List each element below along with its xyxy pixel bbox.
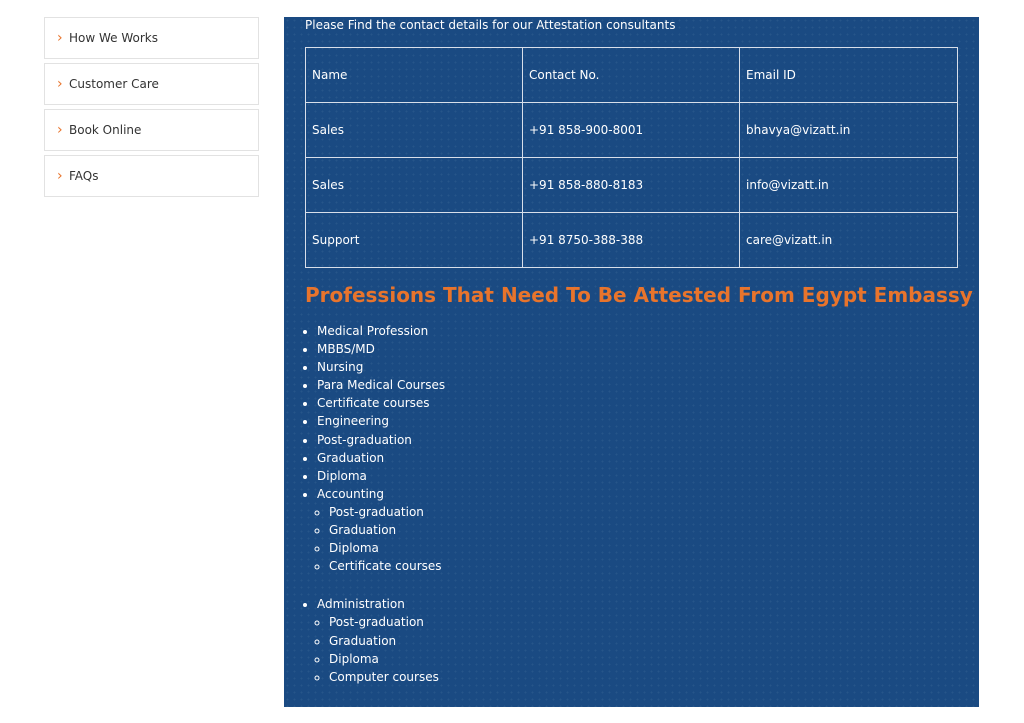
- sidebar-item-how-we-works[interactable]: [44, 17, 259, 59]
- intro-text: Please Find the contact details for our Attestation consultants: [305, 18, 676, 32]
- cell-contact: +91 858-880-8183: [523, 158, 740, 213]
- cell-contact: +91 8750-388-388: [523, 213, 740, 268]
- sub-list-item: ◦ Graduation: [329, 632, 445, 650]
- accounting-sublist: [317, 503, 445, 575]
- chevron-right-icon: ›: [57, 168, 63, 184]
- sidebar-item-label: FAQs: [69, 169, 99, 183]
- cell-email: info@vizatt.in: [740, 158, 958, 213]
- sub-list-item: ◦ Graduation: [329, 521, 445, 539]
- column-header-contact: Contact No.: [523, 48, 740, 103]
- cell-contact: +91 858-900-8001: [523, 103, 740, 158]
- list-item-label: Accounting: [317, 486, 385, 501]
- chevron-right-icon: ›: [57, 30, 63, 46]
- list-item: • Graduation: [317, 449, 445, 467]
- table-header-row: [306, 48, 958, 103]
- sub-list-item: ◦ Diploma: [329, 650, 445, 668]
- column-header-email: Email ID: [740, 48, 958, 103]
- list-item: • Nursing: [317, 358, 445, 376]
- list-item-accounting: [317, 485, 445, 595]
- sidebar-item-faqs[interactable]: [44, 155, 259, 197]
- administration-sublist: [317, 613, 445, 685]
- professions-list: [305, 322, 445, 686]
- list-item: • Certificate courses: [317, 394, 445, 412]
- spacer: [317, 575, 445, 595]
- sidebar: [44, 17, 259, 201]
- sub-list-item: ◦ Post-graduation: [329, 503, 445, 521]
- list-item: • Engineering: [317, 412, 445, 430]
- list-item-label: Administration: [317, 597, 405, 612]
- sub-list-item: ◦ Computer courses: [329, 668, 445, 686]
- list-item-administration: [317, 595, 445, 685]
- list-item: • Medical Profession: [317, 322, 445, 340]
- table-row: [306, 158, 958, 213]
- cell-name: Sales: [306, 158, 523, 213]
- list-item: • Post-graduation: [317, 431, 445, 449]
- sidebar-item-customer-care[interactable]: [44, 63, 259, 105]
- sidebar-item-label: How We Works: [69, 31, 158, 45]
- list-item: • Diploma: [317, 467, 445, 485]
- sub-list-item: ◦ Diploma: [329, 539, 445, 557]
- column-header-name: Name: [306, 48, 523, 103]
- table-row: [306, 103, 958, 158]
- sub-list-item: ◦ Certificate courses: [329, 557, 445, 575]
- cell-name: Support: [306, 213, 523, 268]
- section-heading: Professions That Need To Be Attested From Egypt Embassy: [305, 283, 973, 307]
- content-panel: [284, 17, 979, 707]
- cell-email: care@vizatt.in: [740, 213, 958, 268]
- list-item: • Para Medical Courses: [317, 376, 445, 394]
- chevron-right-icon: ›: [57, 76, 63, 92]
- cell-name: Sales: [306, 103, 523, 158]
- contacts-table: [305, 47, 958, 268]
- sidebar-item-label: Customer Care: [69, 77, 159, 91]
- list-item: • MBBS/MD: [317, 340, 445, 358]
- sidebar-item-label: Book Online: [69, 123, 142, 137]
- sidebar-item-book-online[interactable]: [44, 109, 259, 151]
- sub-list-item: ◦ Post-graduation: [329, 613, 445, 631]
- cell-email: bhavya@vizatt.in: [740, 103, 958, 158]
- table-row: [306, 213, 958, 268]
- chevron-right-icon: ›: [57, 122, 63, 138]
